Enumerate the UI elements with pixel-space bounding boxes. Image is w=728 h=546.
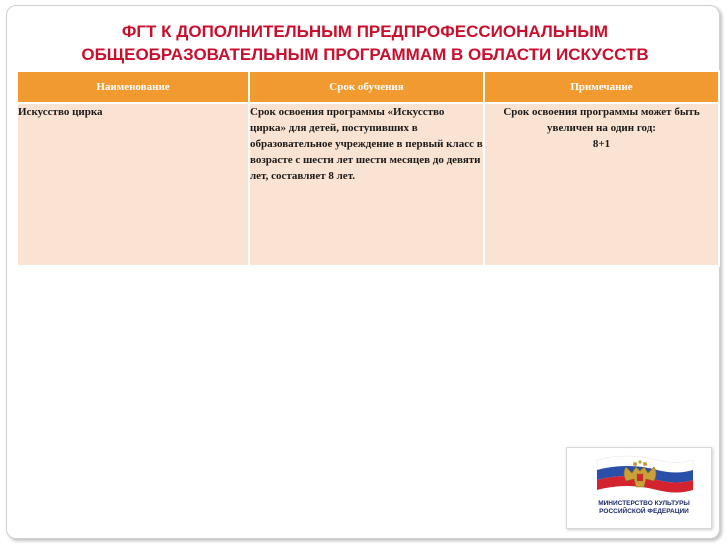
header-name: Наименование <box>17 71 249 103</box>
note-formula: 8+1 <box>592 138 611 150</box>
table-row <box>17 103 719 266</box>
cell-name: Искусство цирка <box>17 103 249 266</box>
title-line-1: ФГТ К ДОПОЛНИТЕЛЬНЫМ ПРЕДПРОФЕССИОНАЛЬНЫМ <box>121 22 609 41</box>
logo-line-1: МИНИСТЕРСТВО КУЛЬТУРЫ <box>598 500 690 507</box>
ministry-emblem-icon <box>567 448 713 530</box>
slide-title <box>20 20 710 66</box>
cell-duration: Срок освоения программы «Искусство цирка» для детей, поступивших в образовательное учреждение в первый класс в возрасте с шести лет шести месяцев до девяти лет, составляет 8 лет. <box>249 103 484 266</box>
title-line-2: ОБЩЕОБРАЗОВАТЕЛЬНЫМ ПРОГРАММАМ В ОБЛАСТИ ИСКУССТВ <box>81 45 649 64</box>
logo-caption <box>589 500 699 516</box>
requirements-table <box>16 70 720 267</box>
logo-line-2: РОССИЙСКОЙ ФЕДЕРАЦИИ <box>599 508 689 515</box>
ministry-logo <box>566 447 712 529</box>
note-text: Срок освоения программы может быть увеличен на один год: <box>503 106 700 134</box>
table-header-row <box>17 71 719 103</box>
cell-note <box>484 103 719 266</box>
header-note: Примечание <box>484 71 719 103</box>
header-duration: Срок обучения <box>249 71 484 103</box>
